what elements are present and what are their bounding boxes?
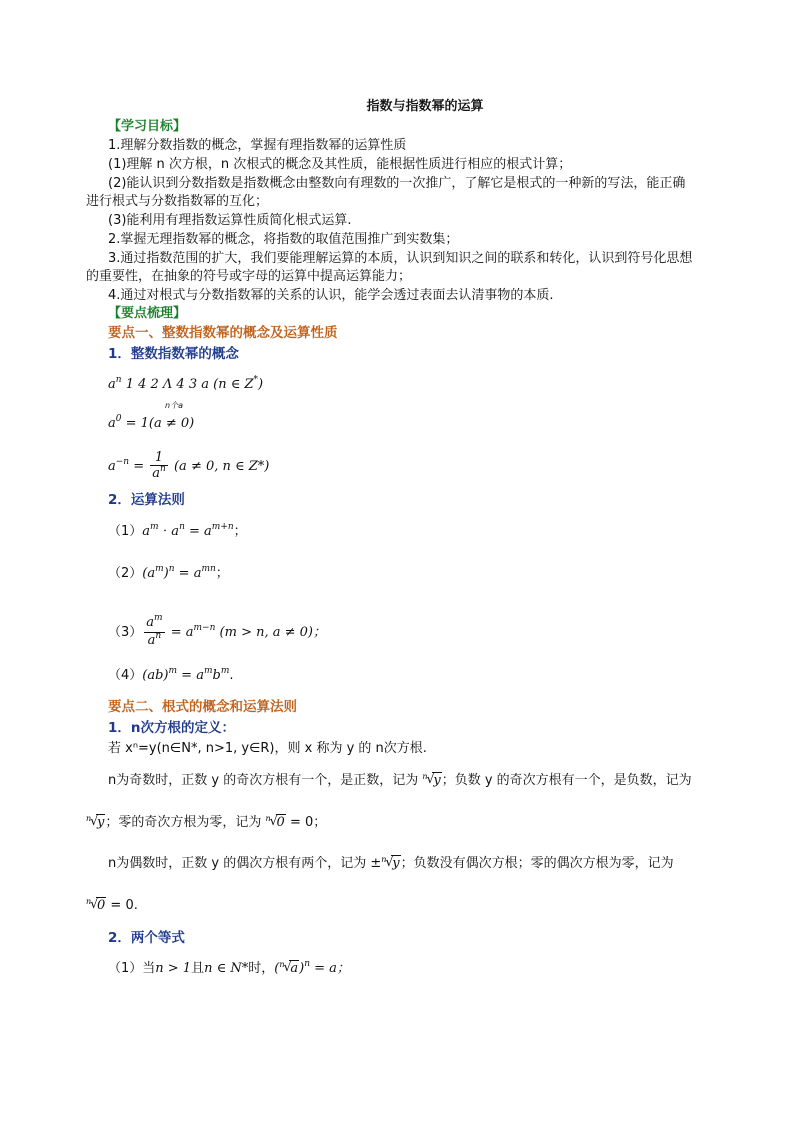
eq1-mid: 时， <box>248 961 275 976</box>
odd-root-text-d: = 0； <box>289 815 327 830</box>
odd-root-line-2 <box>86 814 326 832</box>
goal-line-7: 3.通过指数范围的扩大，我们要能理解运算的本质，认识到知识之间的联系和转化，认识到符号化思想 <box>108 251 693 266</box>
rule-4-label: （4） <box>108 668 143 683</box>
rule-1-semicolon: ； <box>233 524 247 539</box>
section2-sub2: 2．两个等式 <box>108 930 185 946</box>
radical: n √ y <box>86 814 105 830</box>
fraction: $\frac{a^m}{a^n}$ <box>146 613 163 648</box>
page-title: 指数与指数幂的运算 <box>366 99 484 114</box>
rule-1: $(1)a^m \cdot a^n = a^{m+n}$； <box>108 522 247 539</box>
goal-line-3: (2)能认识到分数指数是指数概念由整数向有理数的一次推广，了解它是根式的一种新的写法，能正确 <box>108 176 686 191</box>
formula-3-condition: (a ≠ 0, n ∈ Z*) <box>173 459 270 474</box>
rule-3: （3） $\frac{a^m}{a^n}$ = $a^{m-n}$ (m > n, a ≠ 0)； <box>108 613 326 648</box>
goal-line-9: 4.通过对根式与分数指数幂的关系的认识，能学会透过表面去认清事物的本质. <box>108 288 554 303</box>
rule-4-period: . <box>229 668 234 683</box>
rule-2-label: （2） <box>108 566 143 581</box>
radical: n √ y <box>381 855 400 871</box>
formula-2-body: = 1(a ≠ 0) <box>125 416 195 431</box>
formula-zero-power: $a^0 = 1(a \ne 0)$ <box>108 414 195 431</box>
odd-root-line-1 <box>108 772 692 790</box>
even-root-line-2 <box>86 897 138 915</box>
goal-line-6: 2.掌握无理指数幂的概念，将指数的取值范围推广到实数集； <box>108 232 459 247</box>
eq1-condition-1: n > 1 <box>155 961 192 976</box>
eq1-and: 且 <box>191 961 205 976</box>
rule-3-label: （3） <box>108 625 143 640</box>
section2-sub1: 1．n次方根的定义： <box>108 720 236 736</box>
odd-root-text-b: ；负数 y 的奇次方根有一个，是负数，记为 <box>441 773 692 788</box>
goal-line-1: 1.理解分数指数的概念，掌握有理指数幂的运算性质 <box>108 138 407 153</box>
rule-2-semicolon: ； <box>215 566 229 581</box>
section1-sub2: 2．运算法则 <box>108 492 185 508</box>
section1-sub1: 1．整数指数幂的概念 <box>108 346 239 362</box>
radical: n √ 0 <box>265 814 285 830</box>
formula-negative-power: $a^{-n}$ = $\frac{1}{a^n}$ (a ≠ 0, n ∈ Z*) <box>108 450 270 481</box>
formula-1-garbled: 1 4 2 Λ 4 3 <box>125 377 198 392</box>
radical: n √ y <box>422 772 441 788</box>
rule-4: $(4)(ab)^m = a^mb^m$. <box>108 666 234 683</box>
formula-1-underbrace-label: n个a <box>165 401 183 410</box>
eq1-result: = a； <box>314 961 350 976</box>
radical: n √ 0 <box>86 897 106 913</box>
eq1-prefix: （1）当 <box>108 961 156 976</box>
section2-title: 要点二、根式的概念和运算法则 <box>108 699 297 715</box>
goal-line-4: 进行根式与分数指数幂的互化； <box>86 194 269 209</box>
rule-3-condition: (m > n, a ≠ 0)； <box>219 625 326 640</box>
equality-1: （1）当n > 1且n ∈ N*时，( n √ a)$^n$ = a； <box>108 959 350 976</box>
even-root-line-1 <box>108 855 674 873</box>
rule-1-label: （1） <box>108 524 143 539</box>
odd-root-text-c: ；零的奇次方根为零，记为 <box>105 815 262 830</box>
even-root-text-c: = 0. <box>110 898 138 913</box>
key-points-header: 【要点梳理】 <box>108 306 187 321</box>
nth-root-definition: 若 xⁿ=y(n∈N*, n>1, y∈R)，则 x 称为 y 的 n次方根. <box>108 741 427 756</box>
formula-1-condition: (n ∈ Z <box>213 377 254 392</box>
eq1-condition-2: n ∈ N* <box>204 961 249 976</box>
goal-line-2: (1)理解 n 次方根，n 次根式的概念及其性质，能根据性质进行相应的根式计算； <box>108 157 572 172</box>
odd-root-text-a: n为奇数时，正数 y 的奇次方根有一个，是正数，记为 <box>108 773 419 788</box>
goal-line-5: (3)能利用有理指数运算性质简化根式运算. <box>108 213 352 228</box>
radical: n √ a <box>279 960 299 976</box>
section1-title: 要点一、整数指数幂的概念及运算性质 <box>108 325 338 341</box>
learning-goals-header: 【学习目标】 <box>108 119 187 134</box>
formula-power-definition: $a^n$ 1 4 2 Λ 4 3 a (n ∈ Z*) <box>108 375 264 392</box>
fraction: $\frac{1}{a^n}$ <box>152 450 166 481</box>
even-root-text-a: n为偶数时，正数 y 的偶次方根有两个，记为 ± <box>108 856 382 871</box>
rule-2: $(2)(a^m)^n = a^{mn}$； <box>108 564 229 581</box>
goal-line-8: 的重要性，在抽象的符号或字母的运算中提高运算能力； <box>86 269 412 284</box>
even-root-text-b: ；负数没有偶次方根；零的偶次方根为零，记为 <box>400 856 674 871</box>
